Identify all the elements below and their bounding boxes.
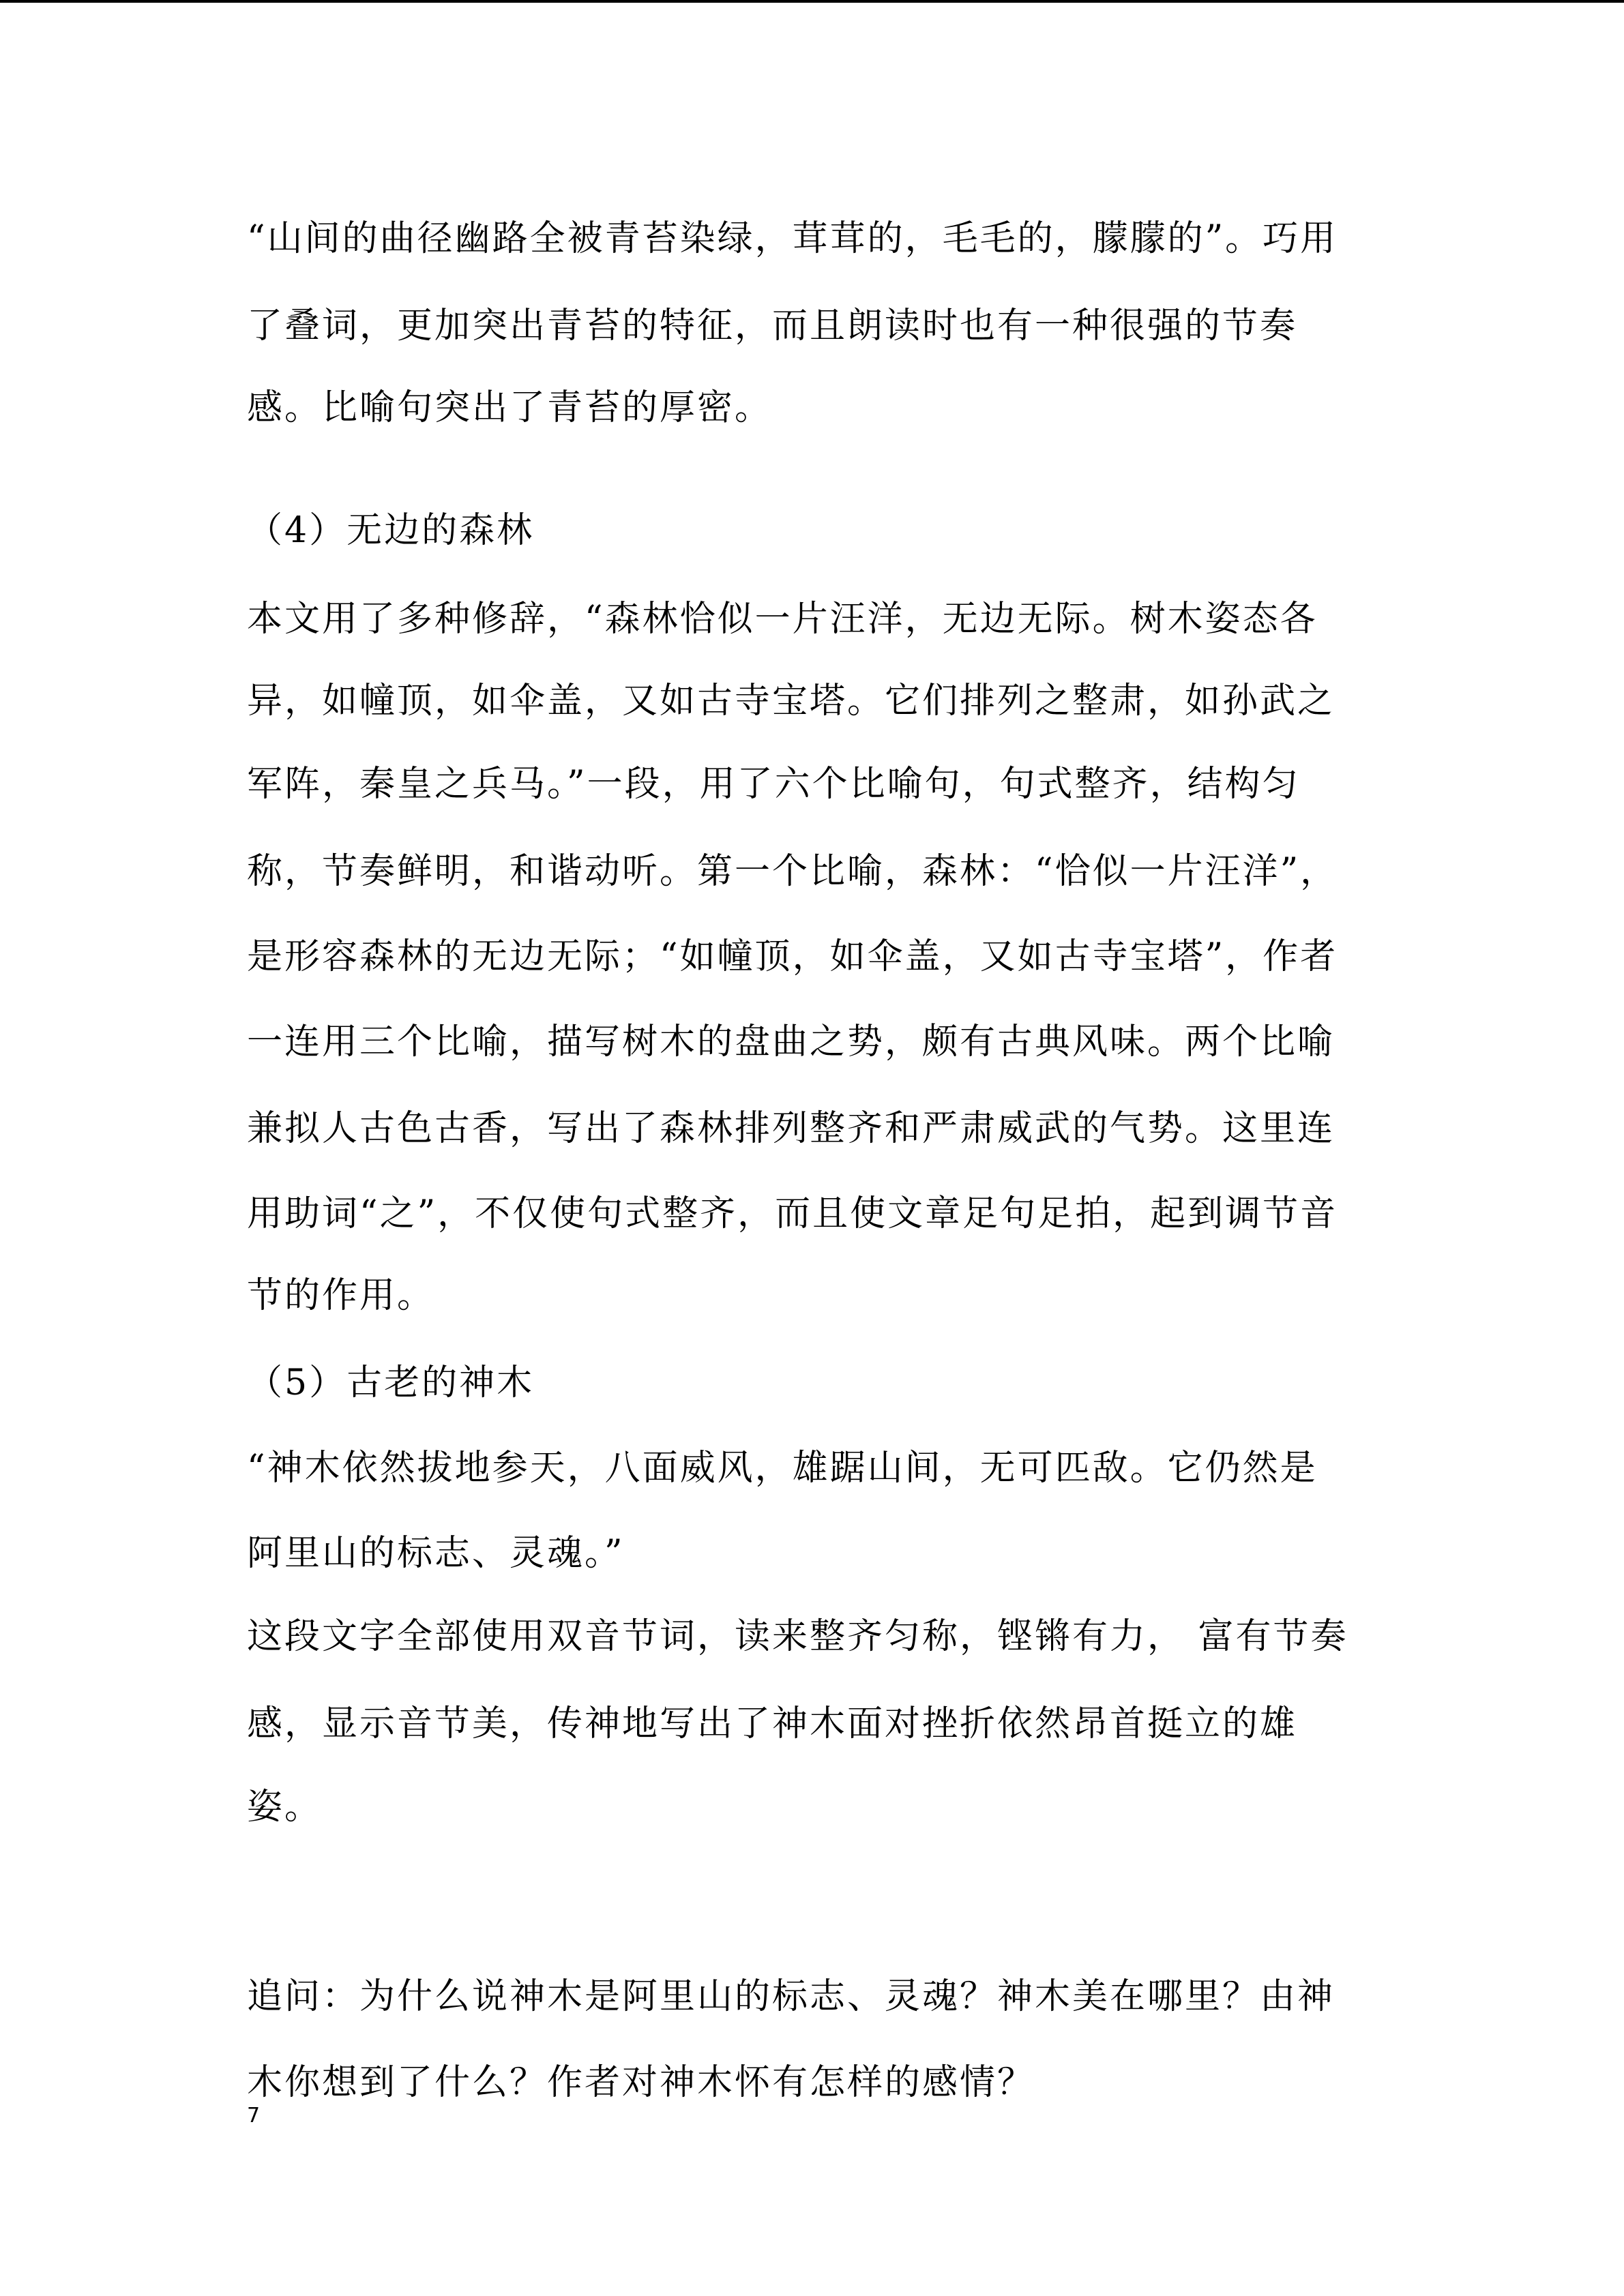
text-line: 这段文字全部使用双音节词，读来整齐匀称，铿锵有力， 富有节奏 xyxy=(247,1616,1348,1657)
section-heading: （5）古老的神木 xyxy=(247,1362,535,1403)
text-line: 节的作用。 xyxy=(247,1275,435,1316)
text-line: 是形容森林的无边无际；“如幢顶，如伞盖，又如古寺宝塔”，作者 xyxy=(247,936,1338,977)
text-line: 称，节奏鲜明，和谐动听。第一个比喻，森林：“恰似一片汪洋”， xyxy=(247,851,1338,892)
text-line: “神木依然拔地参天，八面威风，雄踞山间，无可匹敌。它仍然是 xyxy=(247,1448,1318,1489)
text-line: 本文用了多种修辞，“森林恰似一片汪洋，无边无际。树木姿态各 xyxy=(247,599,1318,640)
text-line: 感。比喻句突出了青苔的厚密。 xyxy=(247,387,773,428)
section-heading: （4）无边的森林 xyxy=(247,510,535,551)
text-line: 阿里山的标志、灵魂。” xyxy=(247,1533,625,1574)
text-line: “山间的曲径幽路全被青苔染绿，茸茸的，毛毛的，朦朦的”。巧用 xyxy=(247,218,1338,259)
text-line: 军阵，秦皇之兵马。”一段，用了六个比喻句，句式整齐，结构匀 xyxy=(247,764,1300,805)
page-number: 7 xyxy=(247,2104,261,2128)
page-top-border xyxy=(0,0,1624,3)
question-line: 追问：为什么说神木是阿里山的标志、灵魂？神木美在哪里？由神 xyxy=(247,1976,1335,2017)
text-line: 了叠词，更加突出青苔的特征，而且朗读时也有一种很强的节奏 xyxy=(247,305,1298,346)
text-line: 异，如幢顶，如伞盖，又如古寺宝塔。它们排列之整肃，如孙武之 xyxy=(247,681,1335,721)
text-line: 感，显示音节美，传神地写出了神木面对挫折依然昂首挺立的雄 xyxy=(247,1703,1298,1744)
text-line: 姿。 xyxy=(247,1787,323,1828)
text-line: 用助词“之”，不仅使句式整齐，而且使文章足句足拍，起到调节音 xyxy=(247,1193,1338,1234)
text-line: 一连用三个比喻，描写树木的盘曲之势，颇有古典风味。两个比喻 xyxy=(247,1022,1335,1062)
text-line: 兼拟人古色古香，写出了森林排列整齐和严肃威武的气势。这里连 xyxy=(247,1108,1335,1149)
question-line: 木你想到了什么？作者对神木怀有怎样的感情？ xyxy=(247,2062,1035,2103)
